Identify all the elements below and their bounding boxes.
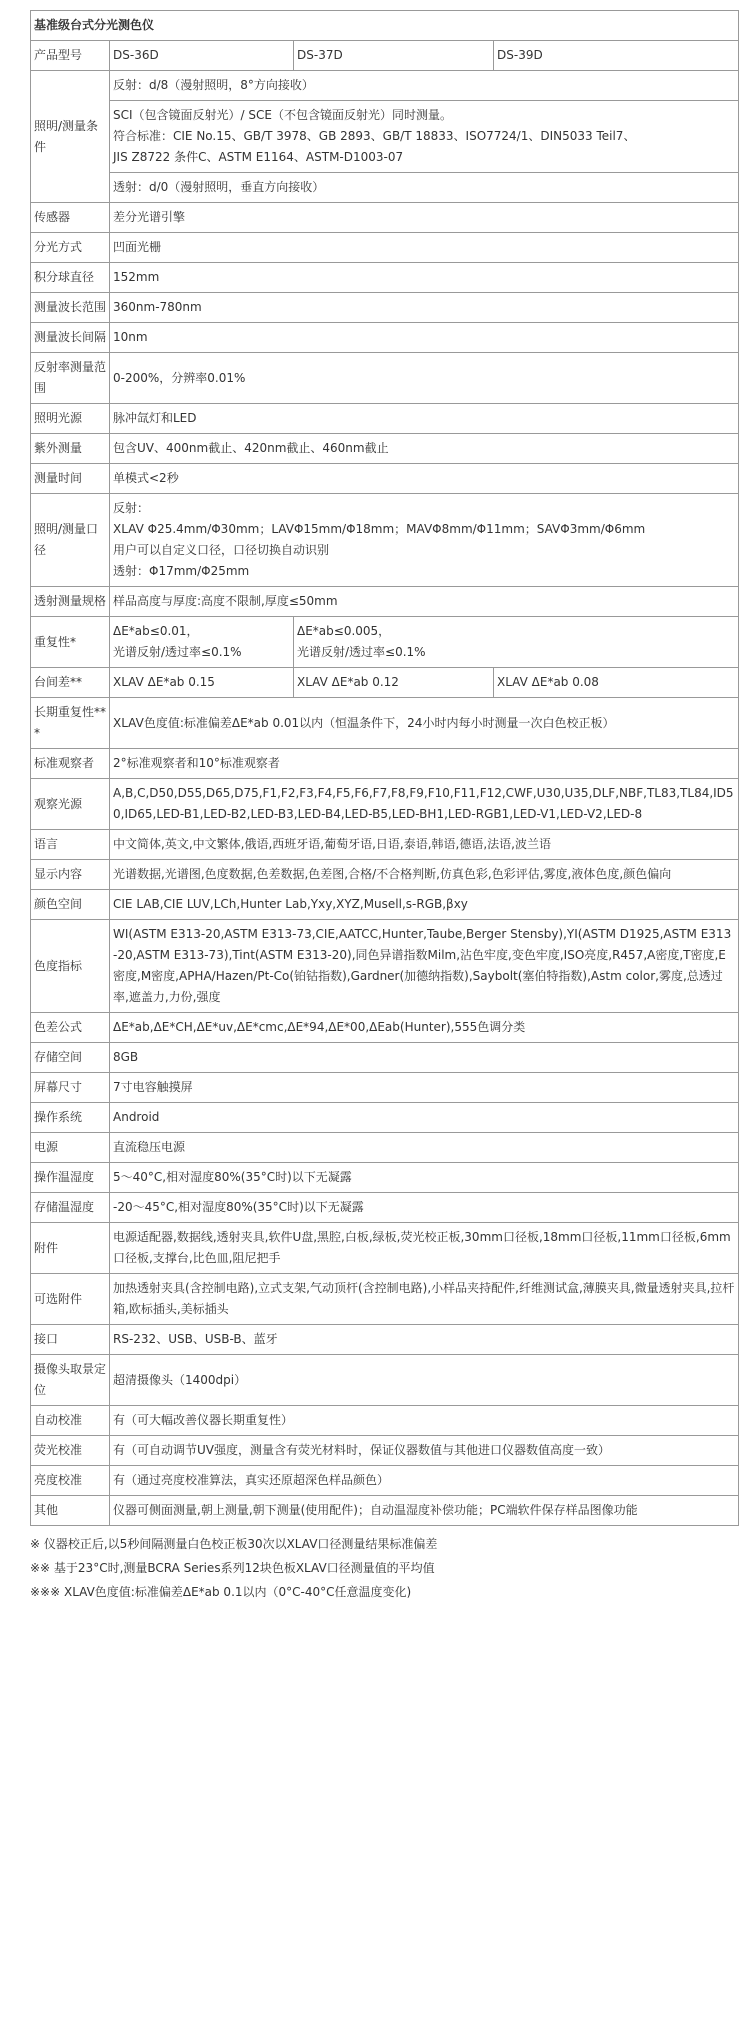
lighting-row-3 — [31, 173, 739, 203]
spec-value: 包含UV、400nm截止、420nm截止、460nm截止 — [110, 434, 739, 464]
spec-line: 光谱反射/透过率≤0.1% — [297, 645, 426, 659]
row-label: 测量波长间隔 — [31, 323, 110, 353]
spec-value: 透射：d/0（漫射照明，垂直方向接收） — [110, 173, 739, 203]
row-label: 屏幕尺寸 — [31, 1073, 110, 1103]
row-label: 观察光源 — [31, 779, 110, 830]
spec-line: JIS Z8722 条件C、ASTM E1164、ASTM-D1003-07 — [113, 150, 404, 164]
spec-row — [31, 920, 739, 1013]
spec-row — [31, 1466, 739, 1496]
footnote: ※※ 基于23°C时,测量BCRA Series系列12块色板XLAV口径测量值的平均值 — [30, 1561, 435, 1575]
spec-value: 2°标准观察者和10°标准观察者 — [110, 749, 739, 779]
spec-line: ΔE*ab≤0.005， — [297, 624, 391, 638]
row-label: 颜色空间 — [31, 890, 110, 920]
spec-row — [31, 353, 739, 404]
spec-value: XLAV ΔE*ab 0.12 — [294, 668, 494, 698]
spec-value — [110, 617, 294, 668]
row-label: 亮度校准 — [31, 1466, 110, 1496]
row-label: 台间差** — [31, 668, 110, 698]
spec-value: 反射：d/8（漫射照明，8°方向接收） — [110, 71, 739, 101]
spec-value — [294, 617, 739, 668]
spec-value: 8GB — [110, 1043, 739, 1073]
spec-line: 光谱反射/透过率≤0.1% — [113, 645, 242, 659]
spec-row — [31, 434, 739, 464]
spec-sheet — [30, 10, 738, 1604]
spec-row — [31, 1406, 739, 1436]
lighting-row-1 — [31, 71, 739, 101]
spec-value: 样品高度与厚度:高度不限制,厚度≤50mm — [110, 587, 739, 617]
spec-value: 有（通过亮度校准算法，真实还原超深色样品颜色） — [110, 1466, 739, 1496]
spec-row — [31, 1496, 739, 1526]
spec-value: 有（可大幅改善仪器长期重复性） — [110, 1406, 739, 1436]
spec-value: XLAV ΔE*ab 0.15 — [110, 668, 294, 698]
model-row — [31, 41, 739, 71]
row-label: 语言 — [31, 830, 110, 860]
spec-value: ΔE*ab,ΔE*CH,ΔE*uv,ΔE*cmc,ΔE*94,ΔE*00,ΔEab(Hunter),555色调分类 — [110, 1013, 739, 1043]
row-label: 测量波长范围 — [31, 293, 110, 323]
row-label: 产品型号 — [31, 41, 110, 71]
spec-value: 7寸电容触摸屏 — [110, 1073, 739, 1103]
spec-value: RS-232、USB、USB-B、蓝牙 — [110, 1325, 739, 1355]
spec-value: Android — [110, 1103, 739, 1133]
spec-value: 5～40°C,相对湿度80%(35°C时)以下无凝露 — [110, 1163, 739, 1193]
spec-value: 中文简体,英文,中文繁体,俄语,西班牙语,葡萄牙语,日语,泰语,韩语,德语,法语,波兰语 — [110, 830, 739, 860]
spec-value: -20～45°C,相对湿度80%(35°C时)以下无凝露 — [110, 1193, 739, 1223]
spec-value: A,B,C,D50,D55,D65,D75,F1,F2,F3,F4,F5,F6,F7,F8,F9,F10,F11,F12,CWF,U30,U35,DLF,NBF,TL83,TL84,ID50,ID65,LED-B1,LED-B2,LED-B3,LED-B4,LED-B5,LED-BH1,LED-RGB1,LED-V1,LED-V2,LED-8 — [110, 779, 739, 830]
transmit-spec-row — [31, 587, 739, 617]
spec-value: CIE LAB,CIE LUV,LCh,Hunter Lab,Yxy,XYZ,Musell,s-RGB,βxy — [110, 890, 739, 920]
title-row — [31, 11, 739, 41]
spec-row — [31, 233, 739, 263]
row-label: 操作系统 — [31, 1103, 110, 1133]
table-title: 基准级台式分光测色仪 — [31, 11, 739, 41]
spec-row — [31, 830, 739, 860]
spec-line: 反射： — [113, 501, 150, 515]
spec-row — [31, 698, 739, 749]
row-label: 存储空间 — [31, 1043, 110, 1073]
spec-row — [31, 749, 739, 779]
row-label: 测量时间 — [31, 464, 110, 494]
row-label: 可选附件 — [31, 1274, 110, 1325]
row-label: 照明/测量口径 — [31, 494, 110, 587]
row-label: 照明/测量条件 — [31, 71, 110, 203]
spec-row — [31, 1013, 739, 1043]
spec-value: XLAV色度值:标准偏差ΔE*ab 0.01以内（恒温条件下，24小时内每小时测量一次白色校正板） — [110, 698, 739, 749]
spec-row — [31, 1325, 739, 1355]
spec-row — [31, 1274, 739, 1325]
spec-value: 10nm — [110, 323, 739, 353]
spec-row — [31, 203, 739, 233]
row-label: 照明光源 — [31, 404, 110, 434]
spec-line: 透射：Φ17mm/Φ25mm — [113, 564, 250, 578]
spec-value: 单模式<2秒 — [110, 464, 739, 494]
spec-row — [31, 1193, 739, 1223]
row-label: 荧光校准 — [31, 1436, 110, 1466]
spec-row — [31, 1223, 739, 1274]
spec-value: 超清摄像头（1400dpi） — [110, 1355, 739, 1406]
row-label: 操作温湿度 — [31, 1163, 110, 1193]
spec-value: 差分光谱引擎 — [110, 203, 739, 233]
spec-value: 直流稳压电源 — [110, 1133, 739, 1163]
spec-row — [31, 1436, 739, 1466]
spec-table — [30, 10, 739, 1526]
row-label: 透射测量规格 — [31, 587, 110, 617]
spec-value: 光谱数据,光谱图,色度数据,色差数据,色差图,合格/不合格判断,仿真色彩,色彩评估,雾度,液体色度,颜色偏向 — [110, 860, 739, 890]
repeatability-row — [31, 617, 739, 668]
spec-value: 加热透射夹具(含控制电路),立式支架,气动顶杆(含控制电路),小样品夹持配件,纤维测试盒,薄膜夹具,微量透射夹具,拉杆箱,欧标插头,美标插头 — [110, 1274, 739, 1325]
row-label: 摄像头取景定位 — [31, 1355, 110, 1406]
inter-instrument-row — [31, 668, 739, 698]
row-label: 色差公式 — [31, 1013, 110, 1043]
spec-value: WI(ASTM E313-20,ASTM E313-73,CIE,AATCC,Hunter,Taube,Berger Stensby),YI(ASTM D1925,ASTM E313-20,ASTM E313-73),Tint(ASTM E313-20),同色异谱指数Milm,沾色牢度,变色牢度,ISO亮度,R457,A密度,T密度,E密度,M密度,APHA/Hazen/Pt-Co(铂钴指数),Gardner(加德纳指数),Saybolt(塞伯特指数),Astm color,雾度,总透过率,遮盖力,力份,强度 — [110, 920, 739, 1013]
spec-row — [31, 263, 739, 293]
row-label: 自动校准 — [31, 1406, 110, 1436]
spec-row — [31, 1163, 739, 1193]
spec-value: 360nm-780nm — [110, 293, 739, 323]
spec-value: 0-200%，分辨率0.01% — [110, 353, 739, 404]
row-label: 分光方式 — [31, 233, 110, 263]
spec-value: 脉冲氙灯和LED — [110, 404, 739, 434]
lighting-row-2 — [31, 101, 739, 173]
spec-value — [110, 101, 739, 173]
spec-value: 152mm — [110, 263, 739, 293]
spec-row — [31, 293, 739, 323]
row-label: 色度指标 — [31, 920, 110, 1013]
spec-line: 符合标准：CIE No.15、GB/T 3978、GB 2893、GB/T 18833、ISO7724/1、DIN5033 Teil7、 — [113, 129, 636, 143]
spec-row — [31, 1073, 739, 1103]
spec-value — [110, 494, 739, 587]
spec-line: 用户可以自定义口径，口径切换自动识别 — [113, 543, 330, 557]
row-label: 反射率测量范围 — [31, 353, 110, 404]
row-label: 长期重复性*** — [31, 698, 110, 749]
spec-row — [31, 323, 739, 353]
spec-value: 凹面光栅 — [110, 233, 739, 263]
footnote: ※ 仪器校正后,以5秒间隔测量白色校正板30次以XLAV口径测量结果标准偏差 — [30, 1537, 438, 1551]
spec-row — [31, 1043, 739, 1073]
row-label: 显示内容 — [31, 860, 110, 890]
spec-value: XLAV ΔE*ab 0.08 — [494, 668, 739, 698]
row-label: 积分球直径 — [31, 263, 110, 293]
row-label: 电源 — [31, 1133, 110, 1163]
row-label: 其他 — [31, 1496, 110, 1526]
row-label: 附件 — [31, 1223, 110, 1274]
spec-row — [31, 464, 739, 494]
spec-line: ΔE*ab≤0.01， — [113, 624, 199, 638]
model-cell: DS-39D — [494, 41, 739, 71]
spec-value: 仪器可侧面测量,朝上测量,朝下测量(使用配件)；自动温湿度补偿功能；PC端软件保存样品图像功能 — [110, 1496, 739, 1526]
spec-row — [31, 1103, 739, 1133]
footnotes — [30, 1532, 738, 1604]
spec-row — [31, 779, 739, 830]
spec-value: 有（可自动调节UV强度，测量含有荧光材料时，保证仪器数值与其他进口仪器数值高度一致） — [110, 1436, 739, 1466]
row-label: 紫外测量 — [31, 434, 110, 464]
spec-line: XLAV Φ25.4mm/Φ30mm；LAVΦ15mm/Φ18mm；MAVΦ8mm/Φ11mm；SAVΦ3mm/Φ6mm — [113, 522, 646, 536]
footnote: ※※※ XLAV色度值:标准偏差ΔE*ab 0.1以内（0°C-40°C任意温度变化) — [30, 1585, 412, 1599]
spec-row — [31, 890, 739, 920]
spec-row — [31, 1133, 739, 1163]
row-label: 接口 — [31, 1325, 110, 1355]
model-cell: DS-36D — [110, 41, 294, 71]
row-label: 重复性* — [31, 617, 110, 668]
spec-row — [31, 860, 739, 890]
row-label: 传感器 — [31, 203, 110, 233]
spec-value: 电源适配器,数据线,透射夹具,软件U盘,黑腔,白板,绿板,荧光校正板,30mm口径板,18mm口径板,11mm口径板,6mm口径板,支撑台,比色皿,阻尼把手 — [110, 1223, 739, 1274]
row-label: 标准观察者 — [31, 749, 110, 779]
aperture-row — [31, 494, 739, 587]
spec-line: SCI（包含镜面反射光）/ SCE（不包含镜面反射光）同时测量。 — [113, 108, 452, 122]
spec-row — [31, 404, 739, 434]
spec-row — [31, 1355, 739, 1406]
row-label: 存储温湿度 — [31, 1193, 110, 1223]
model-cell: DS-37D — [294, 41, 494, 71]
